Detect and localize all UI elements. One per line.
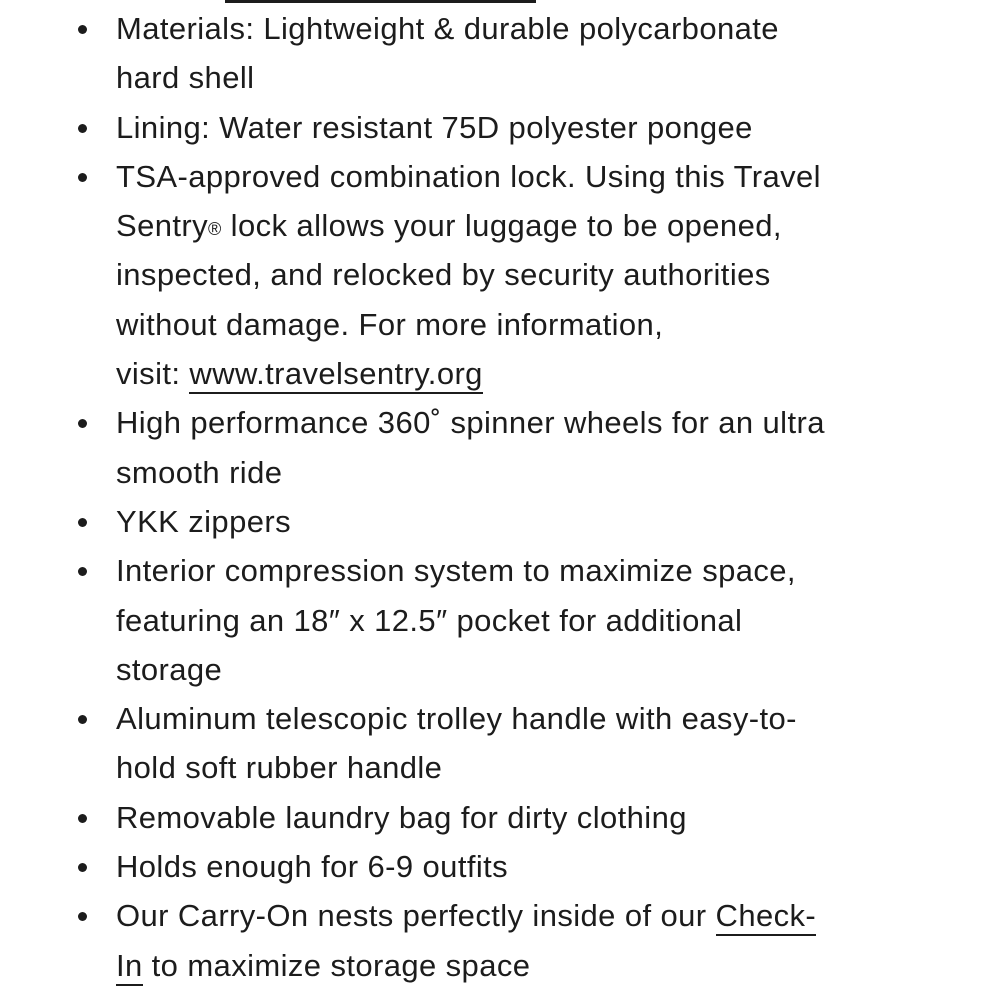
compression-line-1: Interior compression system to maximize space,: [116, 553, 796, 589]
zippers-text: YKK zippers: [116, 503, 291, 539]
travelsentry-link[interactable]: www.travelsentry.org: [189, 356, 482, 394]
list-item-nesting: [0, 891, 1000, 990]
nesting-suffix: to maximize storage space: [142, 947, 531, 983]
list-item-handle: [0, 694, 1000, 793]
list-item-zippers: [0, 497, 1000, 546]
list-item-wheels: [0, 398, 1000, 497]
list-item-outfits: [0, 842, 1000, 891]
lock-sentry-word: Sentry: [116, 208, 208, 244]
visit-prefix: visit:: [116, 356, 190, 392]
list-item-laundry: [0, 793, 1000, 842]
lock-line-4: without damage. For more information,: [116, 306, 664, 342]
handle-line-1: Aluminum telescopic trolley handle with easy-to-: [116, 701, 797, 737]
registered-mark: ®: [208, 219, 222, 240]
outfits-text: Holds enough for 6-9 outfits: [116, 849, 509, 885]
list-item-materials: [0, 4, 1000, 103]
nesting-line-2: [116, 941, 940, 990]
lock-line-1: TSA-approved combination lock. Using this Travel: [116, 158, 821, 194]
lining-text: Lining: Water resistant 75D polyester pongee: [116, 109, 753, 145]
materials-line-1: Materials: Lightweight & durable polycarbonate: [116, 11, 779, 46]
nesting-prefix: Our Carry-On nests perfectly inside of our: [116, 898, 716, 934]
check-in-link-part-2[interactable]: In: [116, 948, 143, 986]
compression-line-2: featuring an 18″ x 12.5″ pocket for additional: [116, 602, 743, 638]
lock-line-3: inspected, and relocked by security authorities: [116, 257, 771, 293]
list-item-compression: [0, 546, 1000, 694]
lock-line-2-rest: lock allows your luggage to be opened,: [221, 208, 782, 244]
lock-line-5: [116, 349, 940, 398]
lock-line-2: [116, 201, 940, 250]
check-in-link-part-1[interactable]: Check-: [716, 898, 817, 936]
list-item-lining: [0, 103, 1000, 152]
materials-line-2: hard shell: [116, 60, 255, 96]
nesting-line-1: [116, 891, 940, 940]
wheels-line-2: smooth ride: [116, 454, 283, 490]
compression-line-3: storage: [116, 651, 223, 687]
handle-line-2: hold soft rubber handle: [116, 750, 443, 786]
wheels-line-1: High performance 360˚ spinner wheels for an ultra: [116, 405, 825, 441]
laundry-text: Removable laundry bag for dirty clothing: [116, 799, 687, 835]
list-item-lock: [0, 152, 1000, 398]
